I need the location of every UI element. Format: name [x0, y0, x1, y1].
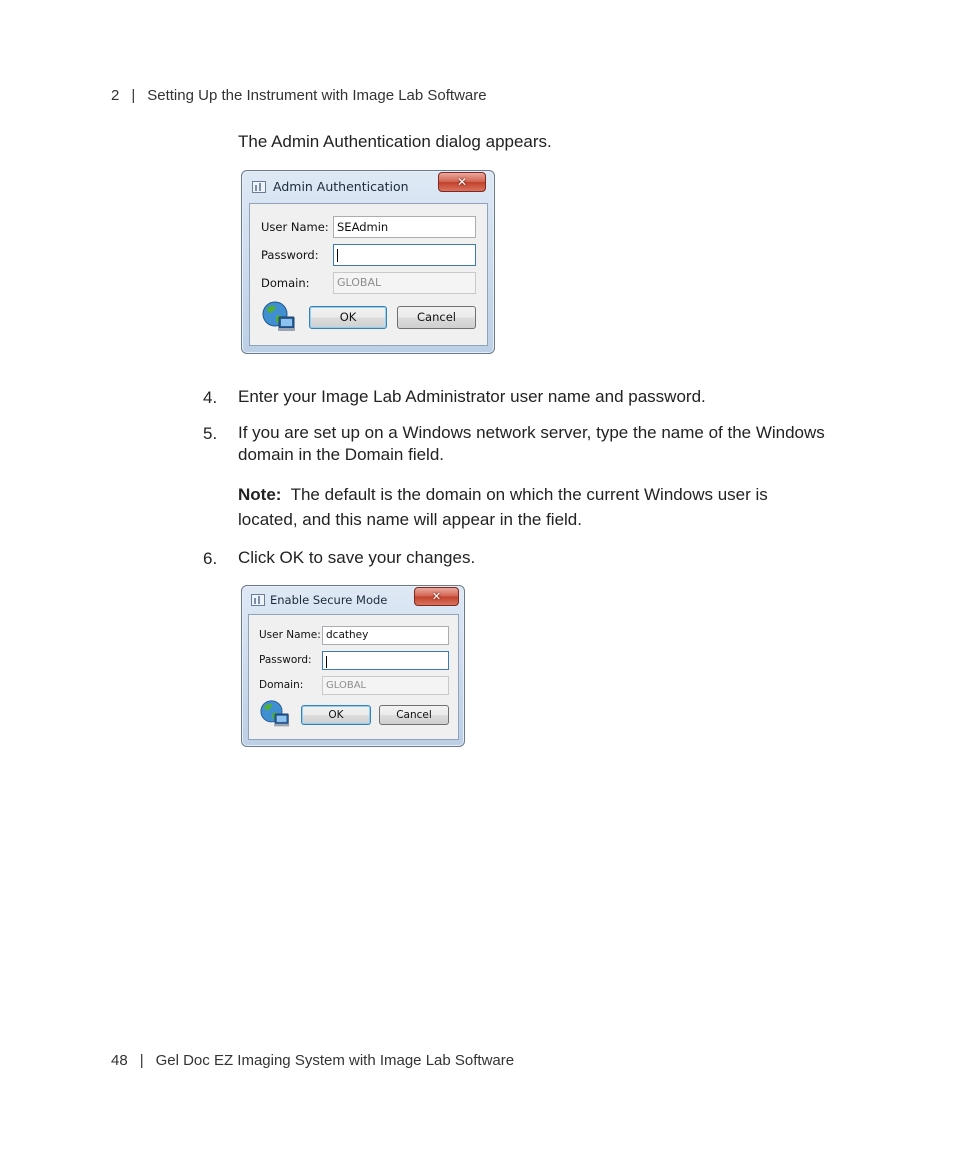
dialog-title-bar[interactable]: [242, 586, 464, 616]
note: [238, 482, 818, 532]
step-number: 4.: [203, 388, 218, 407]
app-icon: [252, 181, 266, 193]
running-footer: [111, 1052, 514, 1069]
dialog-client-area: [248, 614, 459, 740]
domain-label: Domain:: [261, 276, 310, 290]
step-text: If you are set up on a Windows network server, type the name of the Windows domain in the Domain field.: [238, 423, 825, 464]
step-text: Enter your Image Lab Administrator user name and password.: [238, 387, 706, 406]
text-caret: [326, 656, 327, 668]
user-name-label: User Name:: [261, 220, 329, 234]
dialog-title: Admin Authentication: [273, 179, 409, 194]
cancel-button[interactable]: Cancel: [397, 306, 476, 329]
user-name-field[interactable]: SEAdmin: [333, 216, 476, 238]
password-field[interactable]: [322, 651, 449, 670]
footer-separator: |: [139, 1052, 144, 1069]
ok-button[interactable]: OK: [301, 705, 371, 725]
chapter-title: Setting Up the Instrument with Image Lab Software: [147, 87, 487, 104]
domain-field[interactable]: GLOBAL: [322, 676, 449, 695]
ok-button[interactable]: OK: [309, 306, 387, 329]
text-caret: [337, 249, 338, 262]
enable-secure-mode-dialog: [241, 585, 465, 747]
dialog-title: Enable Secure Mode: [270, 593, 388, 607]
user-name-field[interactable]: dcathey: [322, 626, 449, 645]
user-name-label: User Name:: [259, 629, 321, 641]
note-label: Note:: [238, 485, 282, 504]
running-header: [111, 87, 487, 104]
chapter-number: 2: [111, 87, 120, 104]
intro-text: The Admin Authentication dialog appears.: [238, 132, 552, 151]
globe-network-icon: [260, 300, 298, 334]
password-label: Password:: [261, 248, 319, 262]
password-label: Password:: [259, 654, 312, 666]
close-button[interactable]: [438, 172, 486, 192]
step-number: 5.: [203, 424, 218, 443]
page-number: 48: [111, 1052, 128, 1069]
domain-field[interactable]: GLOBAL: [333, 272, 476, 294]
dialog-title-bar[interactable]: [242, 171, 494, 201]
close-button[interactable]: [414, 587, 459, 606]
cancel-button[interactable]: Cancel: [379, 705, 449, 725]
step-number: 6.: [203, 549, 218, 568]
password-field[interactable]: [333, 244, 476, 266]
book-title: Gel Doc EZ Imaging System with Image Lab Software: [155, 1052, 515, 1069]
header-separator: |: [131, 87, 136, 104]
close-icon: ✕: [431, 590, 442, 603]
globe-network-icon: [258, 699, 292, 729]
dialog-client-area: [249, 203, 488, 346]
app-icon: [251, 594, 265, 606]
admin-authentication-dialog: [241, 170, 495, 354]
close-icon: ✕: [456, 175, 468, 189]
note-text: The default is the domain on which the current Windows user is located, and this name will appear in the field.: [238, 485, 768, 529]
step-text: Click OK to save your changes.: [238, 548, 476, 567]
domain-label: Domain:: [259, 679, 304, 691]
